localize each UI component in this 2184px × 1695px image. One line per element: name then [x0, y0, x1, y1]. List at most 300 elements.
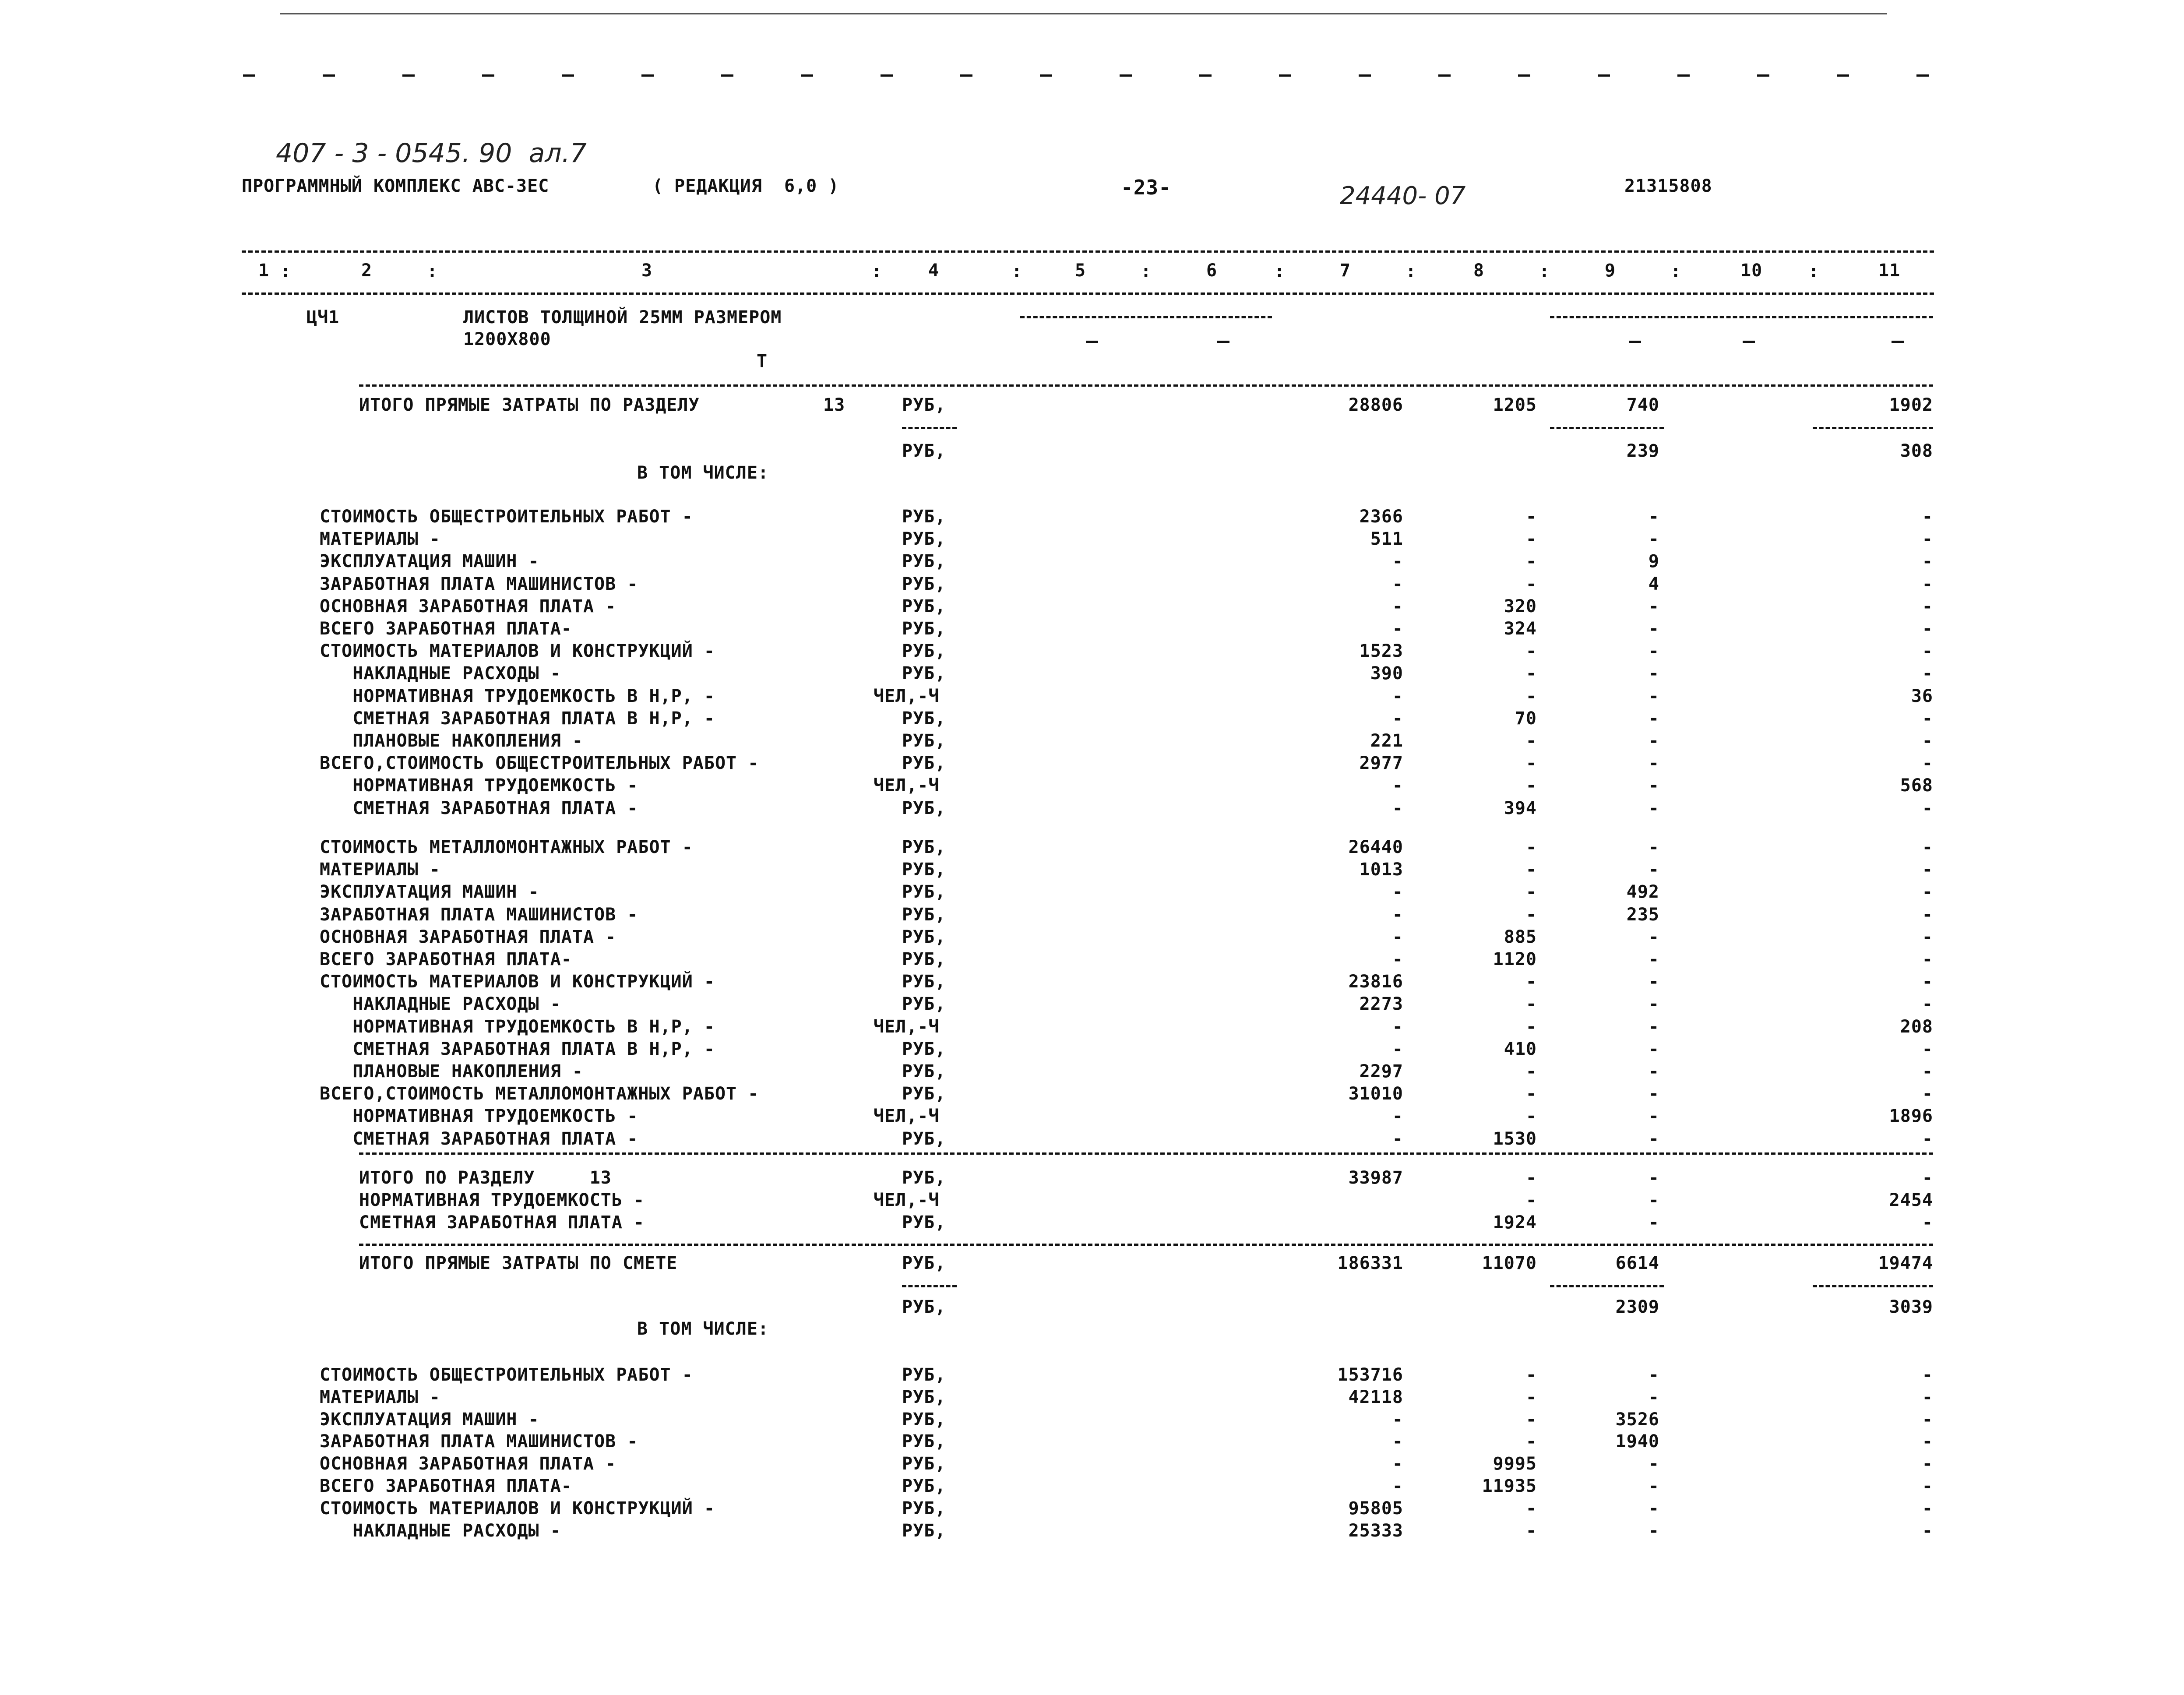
row-unit: РУБ,	[902, 904, 946, 925]
column-separator: :	[1808, 261, 1820, 282]
section-unit-b: РУБ,	[902, 441, 946, 461]
row-label: СМЕТНАЯ ЗАРАБОТНАЯ ПЛАТА В Н,Р, -	[320, 708, 715, 729]
row-cell-c9: -	[1648, 1476, 1659, 1496]
row-cell-c9: 235	[1626, 904, 1659, 925]
row-cell-c9: -	[1648, 1168, 1659, 1188]
estimate-c9b: 2309	[1615, 1297, 1659, 1317]
row-cell-c9: -	[1648, 1365, 1659, 1385]
header-rule-bottom	[242, 292, 1934, 295]
row-cell-c11: -	[1922, 798, 1933, 818]
row-cell-c11: -	[1922, 1520, 1933, 1541]
row-cell-c11: -	[1922, 596, 1933, 617]
row-cell-c8: -	[1525, 1387, 1537, 1407]
row-cell-c7: 2366	[1359, 507, 1403, 527]
row-cell-c7: 31010	[1348, 1084, 1403, 1104]
row-label: СТОИМОСТЬ МАТЕРИАЛОВ И КОНСТРУКЦИЙ -	[320, 641, 715, 662]
estimate-total-label: ИТОГО ПРЯМЫЕ ЗАТРАТЫ ПО СМЕТЕ	[359, 1253, 678, 1273]
row-label: ЭКСПЛУАТАЦИЯ МАШИН -	[320, 882, 539, 902]
row-unit: РУБ,	[902, 1498, 946, 1519]
totals-rule-bottom	[359, 1244, 1933, 1246]
row-cell-c8: -	[1525, 1106, 1537, 1127]
row-cell-c9: 4	[1648, 574, 1659, 594]
row-cell-c11: -	[1922, 949, 1933, 969]
estimate-sub-rule-11	[1813, 1285, 1933, 1287]
row-label: НОРМАТИВНАЯ ТРУДОЕМКОСТЬ В Н,Р, -	[320, 1016, 715, 1037]
row-cell-c7: 221	[1370, 731, 1403, 751]
row-cell-c7: 95805	[1348, 1498, 1403, 1519]
row-cell-c7: 511	[1370, 529, 1403, 550]
column-separator: :	[1539, 261, 1550, 282]
row-cell-c7: -	[1392, 574, 1403, 594]
row-unit: РУБ,	[902, 731, 946, 751]
row-cell-c9: -	[1648, 663, 1659, 684]
handwritten-doc-code: 24440- 07	[1340, 182, 1466, 210]
row-label: НОРМАТИВНАЯ ТРУДОЕМКОСТЬ В Н,Р, -	[320, 686, 715, 706]
perforation-dash	[721, 74, 733, 77]
row-cell-c8: -	[1525, 1084, 1537, 1104]
item-dash-9	[1629, 341, 1641, 343]
row-unit: РУБ,	[902, 798, 946, 818]
row-cell-c9: -	[1648, 619, 1659, 639]
row-cell-c7: 2977	[1359, 753, 1403, 774]
row-cell-c7: 26440	[1348, 837, 1403, 857]
row-cell-c7: -	[1392, 927, 1403, 947]
section-total-c11: 1902	[1889, 395, 1933, 415]
row-cell-c11: -	[1922, 1431, 1933, 1452]
row-cell-c9: 492	[1626, 882, 1659, 902]
row-cell-c8: -	[1525, 1409, 1537, 1430]
row-cell-c8: -	[1525, 529, 1537, 550]
row-cell-c7: -	[1392, 775, 1403, 796]
row-cell-c7: -	[1392, 882, 1403, 902]
section-c11b: 308	[1900, 441, 1933, 461]
row-label: СМЕТНАЯ ЗАРАБОТНАЯ ПЛАТА -	[320, 798, 638, 818]
row-cell-c9: -	[1648, 972, 1659, 992]
perforation-dash	[1598, 74, 1610, 77]
row-label: ВСЕГО,СТОИМОСТЬ ОБЩЕСТРОИТЕЛЬНЫХ РАБОТ -	[320, 753, 759, 774]
row-cell-c7: 153716	[1337, 1365, 1403, 1385]
estimate-c11b: 3039	[1889, 1297, 1933, 1317]
estimate-including: В ТОМ ЧИСЛЕ:	[637, 1319, 769, 1339]
row-label: НОРМАТИВНАЯ ТРУДОЕМКОСТЬ -	[320, 1106, 638, 1127]
row-cell-c8: -	[1525, 686, 1537, 706]
item-desc-line1: ЛИСТОВ ТОЛЩИНОЙ 25ММ РАЗМЕРОМ	[463, 307, 782, 328]
perforation-dash	[562, 74, 574, 77]
row-cell-c7: -	[1392, 1409, 1403, 1430]
row-cell-c8: 1530	[1493, 1128, 1537, 1149]
row-cell-c7: 2273	[1359, 994, 1403, 1015]
perforation-dash	[1518, 74, 1530, 77]
row-cell-c11: -	[1922, 927, 1933, 947]
section-sub-rule-9	[1550, 427, 1664, 429]
row-cell-c7: -	[1392, 686, 1403, 706]
row-cell-c9: -	[1648, 641, 1659, 662]
row-label: ВСЕГО,СТОИМОСТЬ МЕТАЛЛОМОНТАЖНЫХ РАБОТ -	[320, 1084, 759, 1104]
section-total-num: 13	[823, 395, 845, 415]
row-cell-c7: -	[1392, 949, 1403, 969]
item-code: ЦЧ1	[306, 307, 340, 328]
row-label: ПЛАНОВЫЕ НАКОПЛЕНИЯ -	[320, 731, 583, 751]
item-dash-5	[1086, 341, 1098, 343]
row-cell-c9: -	[1648, 860, 1659, 880]
perforation-dash	[243, 74, 255, 77]
row-cell-c11: -	[1922, 641, 1933, 662]
row-cell-c11: -	[1922, 1039, 1933, 1059]
perforation-dash	[1120, 74, 1132, 77]
row-cell-c9: -	[1648, 596, 1659, 617]
perforation-dash	[1438, 74, 1451, 77]
row-cell-c11: 208	[1900, 1016, 1933, 1037]
section-sub-rule-11	[1813, 427, 1933, 429]
top-edge-rule	[280, 13, 1887, 14]
row-cell-c8: -	[1525, 1016, 1537, 1037]
row-cell-c9: -	[1648, 1212, 1659, 1233]
row-unit: РУБ,	[902, 1431, 946, 1452]
row-cell-c8: -	[1525, 574, 1537, 594]
row-unit: РУБ,	[902, 529, 946, 550]
row-unit: РУБ,	[902, 641, 946, 662]
row-label: ЗАРАБОТНАЯ ПЛАТА МАШИНИСТОВ -	[320, 1431, 638, 1452]
column-number: 4	[928, 261, 940, 281]
row-label: ОСНОВНАЯ ЗАРАБОТНАЯ ПЛАТА -	[320, 1454, 616, 1474]
column-separator: :	[1011, 261, 1023, 282]
row-label: МАТЕРИАЛЫ -	[320, 860, 440, 880]
row-cell-c7: 23816	[1348, 972, 1403, 992]
row-cell-c11: -	[1922, 708, 1933, 729]
perforation-dash	[402, 74, 415, 77]
row-cell-c9: 1940	[1615, 1431, 1659, 1452]
row-cell-c8: -	[1525, 1190, 1537, 1211]
row-label: МАТЕРИАЛЫ -	[320, 529, 440, 550]
row-cell-c11: -	[1922, 1454, 1933, 1474]
row-cell-c9: -	[1648, 798, 1659, 818]
row-cell-c9: -	[1648, 1454, 1659, 1474]
row-cell-c9: -	[1648, 507, 1659, 527]
estimate-total-c11: 19474	[1878, 1253, 1933, 1273]
column-number: 11	[1878, 261, 1901, 281]
row-label: НОРМАТИВНАЯ ТРУДОЕМКОСТЬ -	[359, 1190, 645, 1211]
row-cell-c7: -	[1392, 1476, 1403, 1496]
row-cell-c11: -	[1922, 1212, 1933, 1233]
perforation-dash	[641, 74, 654, 77]
row-unit: РУБ,	[902, 1365, 946, 1385]
perforation-dash	[1040, 74, 1052, 77]
header-rule-top	[242, 250, 1934, 253]
row-cell-c11: -	[1922, 507, 1933, 527]
row-unit: РУБ,	[902, 753, 946, 774]
row-cell-c9: 9	[1648, 551, 1659, 572]
row-unit: РУБ,	[902, 1387, 946, 1407]
perforation-dash	[1916, 74, 1929, 77]
row-cell-c11: -	[1922, 663, 1933, 684]
perforation-dash	[801, 74, 813, 77]
row-cell-c7: -	[1392, 1039, 1403, 1059]
row-cell-c8: -	[1525, 1498, 1537, 1519]
item-rule-b	[1550, 316, 1933, 318]
estimate-unit-b: РУБ,	[902, 1297, 946, 1317]
row-cell-c8: -	[1525, 551, 1537, 572]
row-unit: РУБ,	[902, 860, 946, 880]
row-cell-c11: -	[1922, 574, 1933, 594]
column-number: 3	[641, 261, 653, 281]
row-unit: РУБ,	[902, 1061, 946, 1082]
row-cell-c8: -	[1525, 1365, 1537, 1385]
row-cell-c9: -	[1648, 1498, 1659, 1519]
row-cell-c11: 36	[1911, 686, 1933, 706]
row-unit: РУБ,	[902, 837, 946, 857]
row-label: ПЛАНОВЫЕ НАКОПЛЕНИЯ -	[320, 1061, 583, 1082]
row-cell-c11: -	[1922, 529, 1933, 550]
row-unit: РУБ,	[902, 1168, 946, 1188]
handwritten-doc-ref: 407 - 3 - 0545. 90 ал.7	[276, 138, 587, 169]
row-cell-c7: -	[1392, 1128, 1403, 1149]
estimate-sub-rule-9	[1550, 1285, 1664, 1287]
row-unit: РУБ,	[902, 663, 946, 684]
item-rule-a	[1020, 316, 1272, 318]
row-label: СМЕТНАЯ ЗАРАБОТНАЯ ПЛАТА -	[320, 1128, 638, 1149]
row-cell-c8: -	[1525, 775, 1537, 796]
row-cell-c9: -	[1648, 686, 1659, 706]
section-rule	[359, 384, 1933, 387]
row-label: ЭКСПЛУАТАЦИЯ МАШИН -	[320, 1409, 539, 1430]
row-cell-c11: -	[1922, 1365, 1933, 1385]
row-cell-c7: -	[1392, 1016, 1403, 1037]
row-cell-c11: -	[1922, 1387, 1933, 1407]
column-number: 5	[1075, 261, 1086, 281]
row-cell-c7: -	[1392, 904, 1403, 925]
row-cell-c9: -	[1648, 994, 1659, 1015]
row-label: СТОИМОСТЬ ОБЩЕСТРОИТЕЛЬНЫХ РАБОТ -	[320, 1365, 693, 1385]
row-label: НОРМАТИВНАЯ ТРУДОЕМКОСТЬ -	[320, 775, 638, 796]
column-separator: :	[1141, 261, 1152, 282]
item-dash-6	[1217, 341, 1229, 343]
row-cell-c9: -	[1648, 708, 1659, 729]
edition: ( РЕДАКЦИЯ 6,0 )	[652, 176, 839, 196]
row-cell-c7: 2297	[1359, 1061, 1403, 1082]
row-cell-c7: -	[1392, 1454, 1403, 1474]
row-cell-c8: 324	[1504, 619, 1537, 639]
row-cell-c9: -	[1648, 927, 1659, 947]
section-total-unit: РУБ,	[902, 395, 946, 415]
row-cell-c9: -	[1648, 1016, 1659, 1037]
row-cell-c11: -	[1922, 837, 1933, 857]
row-cell-c11: -	[1922, 753, 1933, 774]
row-cell-c9: -	[1648, 529, 1659, 550]
row-cell-c11: 2454	[1889, 1190, 1933, 1211]
row-cell-c11: -	[1922, 1476, 1933, 1496]
row-cell-c9: -	[1648, 1520, 1659, 1541]
row-cell-c11: -	[1922, 882, 1933, 902]
row-cell-c8: 11935	[1482, 1476, 1537, 1496]
row-cell-c8: -	[1525, 1520, 1537, 1541]
section-total-c8: 1205	[1493, 395, 1537, 415]
row-cell-c7: 390	[1370, 663, 1403, 684]
row-cell-c9: -	[1648, 1387, 1659, 1407]
row-cell-c9: -	[1648, 775, 1659, 796]
row-cell-c8: -	[1525, 663, 1537, 684]
row-unit: РУБ,	[902, 994, 946, 1015]
column-number: 8	[1473, 261, 1485, 281]
row-cell-c8: 410	[1504, 1039, 1537, 1059]
row-unit: РУБ,	[902, 1128, 946, 1149]
perforation-dash	[1359, 74, 1371, 77]
row-cell-c7: -	[1392, 596, 1403, 617]
row-cell-c9: -	[1648, 1106, 1659, 1127]
row-label: НАКЛАДНЫЕ РАСХОДЫ -	[320, 1520, 561, 1541]
column-separator: :	[427, 261, 438, 282]
perforation-dash	[960, 74, 972, 77]
row-cell-c8: -	[1525, 507, 1537, 527]
row-cell-c11: -	[1922, 619, 1933, 639]
row-cell-c8: -	[1525, 860, 1537, 880]
row-cell-c11: -	[1922, 1128, 1933, 1149]
row-cell-c7: 42118	[1348, 1387, 1403, 1407]
row-unit: РУБ,	[902, 927, 946, 947]
perforation-dash	[323, 74, 335, 77]
row-cell-c11: -	[1922, 904, 1933, 925]
row-cell-c7: -	[1392, 798, 1403, 818]
row-cell-c11: -	[1922, 860, 1933, 880]
row-label: СМЕТНАЯ ЗАРАБОТНАЯ ПЛАТА В Н,Р, -	[320, 1039, 715, 1059]
row-unit: РУБ,	[902, 882, 946, 902]
section-total-label: ИТОГО ПРЯМЫЕ ЗАТРАТЫ ПО РАЗДЕЛУ	[359, 395, 700, 415]
section-total-c9: 740	[1626, 395, 1659, 415]
row-cell-c9: -	[1648, 1084, 1659, 1104]
estimate-total-c9: 6614	[1615, 1253, 1659, 1273]
column-number: 9	[1605, 261, 1616, 281]
column-number: 10	[1740, 261, 1763, 281]
section-c9b: 239	[1626, 441, 1659, 461]
column-separator: :	[871, 261, 883, 282]
row-label: СТОИМОСТЬ МАТЕРИАЛОВ И КОНСТРУКЦИЙ -	[320, 972, 715, 992]
row-cell-c11: -	[1922, 1084, 1933, 1104]
row-unit: РУБ,	[902, 1084, 946, 1104]
row-label: НАКЛАДНЫЕ РАСХОДЫ -	[320, 994, 561, 1015]
row-cell-c7: -	[1392, 551, 1403, 572]
row-unit: РУБ,	[902, 1454, 946, 1474]
row-cell-c8: -	[1525, 904, 1537, 925]
row-cell-c9: 3526	[1615, 1409, 1659, 1430]
row-label: МАТЕРИАЛЫ -	[320, 1387, 440, 1407]
perforation-dash	[1677, 74, 1690, 77]
row-cell-c9: -	[1648, 837, 1659, 857]
row-unit: РУБ,	[902, 1409, 946, 1430]
row-cell-c8: 1120	[1493, 949, 1537, 969]
page-number: -23-	[1121, 176, 1171, 199]
row-cell-c8: -	[1525, 837, 1537, 857]
row-unit: РУБ,	[902, 1520, 946, 1541]
column-separator: :	[280, 261, 292, 282]
row-cell-c9: -	[1648, 1128, 1659, 1149]
row-unit: РУБ,	[902, 619, 946, 639]
row-unit: РУБ,	[902, 1039, 946, 1059]
column-separator: :	[1670, 261, 1682, 282]
row-unit: РУБ,	[902, 708, 946, 729]
row-label: ВСЕГО ЗАРАБОТНАЯ ПЛАТА-	[320, 619, 572, 639]
row-label: НАКЛАДНЫЕ РАСХОДЫ -	[320, 663, 561, 684]
perforation-dash	[1757, 74, 1769, 77]
row-label: ЗАРАБОТНАЯ ПЛАТА МАШИНИСТОВ -	[320, 904, 638, 925]
row-unit: РУБ,	[902, 574, 946, 594]
perforation-dash	[1837, 74, 1849, 77]
row-unit: ЧЕЛ,-Ч	[874, 1190, 940, 1211]
row-unit: РУБ,	[902, 507, 946, 527]
row-cell-c7: -	[1392, 1106, 1403, 1127]
column-separator: :	[1274, 261, 1286, 282]
row-cell-c8: 9995	[1493, 1454, 1537, 1474]
row-cell-c7: 1523	[1359, 641, 1403, 662]
row-unit: ЧЕЛ,-Ч	[874, 775, 940, 796]
row-unit: ЧЕЛ,-Ч	[874, 1016, 940, 1037]
row-unit: РУБ,	[902, 551, 946, 572]
row-unit: РУБ,	[902, 972, 946, 992]
row-cell-c8: -	[1525, 641, 1537, 662]
row-unit: ЧЕЛ,-Ч	[874, 686, 940, 706]
row-cell-c8: -	[1525, 882, 1537, 902]
row-cell-c7: 25333	[1348, 1520, 1403, 1541]
row-cell-c8: 70	[1515, 708, 1537, 729]
row-label: ЗАРАБОТНАЯ ПЛАТА МАШИНИСТОВ -	[320, 574, 638, 594]
column-separator: :	[1406, 261, 1417, 282]
row-cell-c11: -	[1922, 1498, 1933, 1519]
row-cell-c7: 1013	[1359, 860, 1403, 880]
item-dash-11	[1892, 341, 1904, 343]
row-cell-c8: -	[1525, 1168, 1537, 1188]
row-cell-c11: -	[1922, 551, 1933, 572]
row-cell-c9: -	[1648, 1061, 1659, 1082]
perforation-dash	[482, 74, 494, 77]
perforation-dash	[881, 74, 893, 77]
row-unit: РУБ,	[902, 596, 946, 617]
row-label: СМЕТНАЯ ЗАРАБОТНАЯ ПЛАТА -	[359, 1212, 645, 1233]
row-cell-c7: -	[1392, 708, 1403, 729]
row-cell-c11: -	[1922, 1061, 1933, 1082]
row-label: СТОИМОСТЬ МАТЕРИАЛОВ И КОНСТРУКЦИЙ -	[320, 1498, 715, 1519]
column-number: 2	[361, 261, 373, 281]
row-cell-c7: -	[1392, 1431, 1403, 1452]
estimate-total-c7: 186331	[1337, 1253, 1403, 1273]
row-label: ОСНОВНАЯ ЗАРАБОТНАЯ ПЛАТА -	[320, 596, 616, 617]
row-label: СТОИМОСТЬ ОБЩЕСТРОИТЕЛЬНЫХ РАБОТ -	[320, 507, 693, 527]
row-cell-c11: -	[1922, 1168, 1933, 1188]
row-label: ОСНОВНАЯ ЗАРАБОТНАЯ ПЛАТА -	[320, 927, 616, 947]
column-number: 6	[1206, 261, 1218, 281]
row-unit: РУБ,	[902, 1212, 946, 1233]
item-desc-line2: 1200Х800	[463, 329, 551, 349]
row-cell-c8: -	[1525, 972, 1537, 992]
row-unit: РУБ,	[902, 949, 946, 969]
estimate-total-c8: 11070	[1482, 1253, 1537, 1273]
section-sub-rule-4	[902, 427, 957, 429]
row-label: ЭКСПЛУАТАЦИЯ МАШИН -	[320, 551, 539, 572]
row-cell-c9: -	[1648, 753, 1659, 774]
row-cell-c8: -	[1525, 731, 1537, 751]
row-cell-c7: 33987	[1348, 1168, 1403, 1188]
row-cell-c11: 568	[1900, 775, 1933, 796]
doc-number: 21315808	[1624, 176, 1712, 196]
row-label: ВСЕГО ЗАРАБОТНАЯ ПЛАТА-	[320, 1476, 572, 1496]
row-cell-c11: -	[1922, 1409, 1933, 1430]
row-cell-c8: 1924	[1493, 1212, 1537, 1233]
row-cell-c8: -	[1525, 753, 1537, 774]
row-cell-c7: -	[1392, 619, 1403, 639]
totals-rule-top	[359, 1152, 1933, 1155]
row-cell-c9: -	[1648, 1039, 1659, 1059]
item-dash-10	[1743, 341, 1755, 343]
row-cell-c8: 320	[1504, 596, 1537, 617]
row-cell-c8: -	[1525, 1061, 1537, 1082]
row-label: СТОИМОСТЬ МЕТАЛЛОМОНТАЖНЫХ РАБОТ -	[320, 837, 693, 857]
